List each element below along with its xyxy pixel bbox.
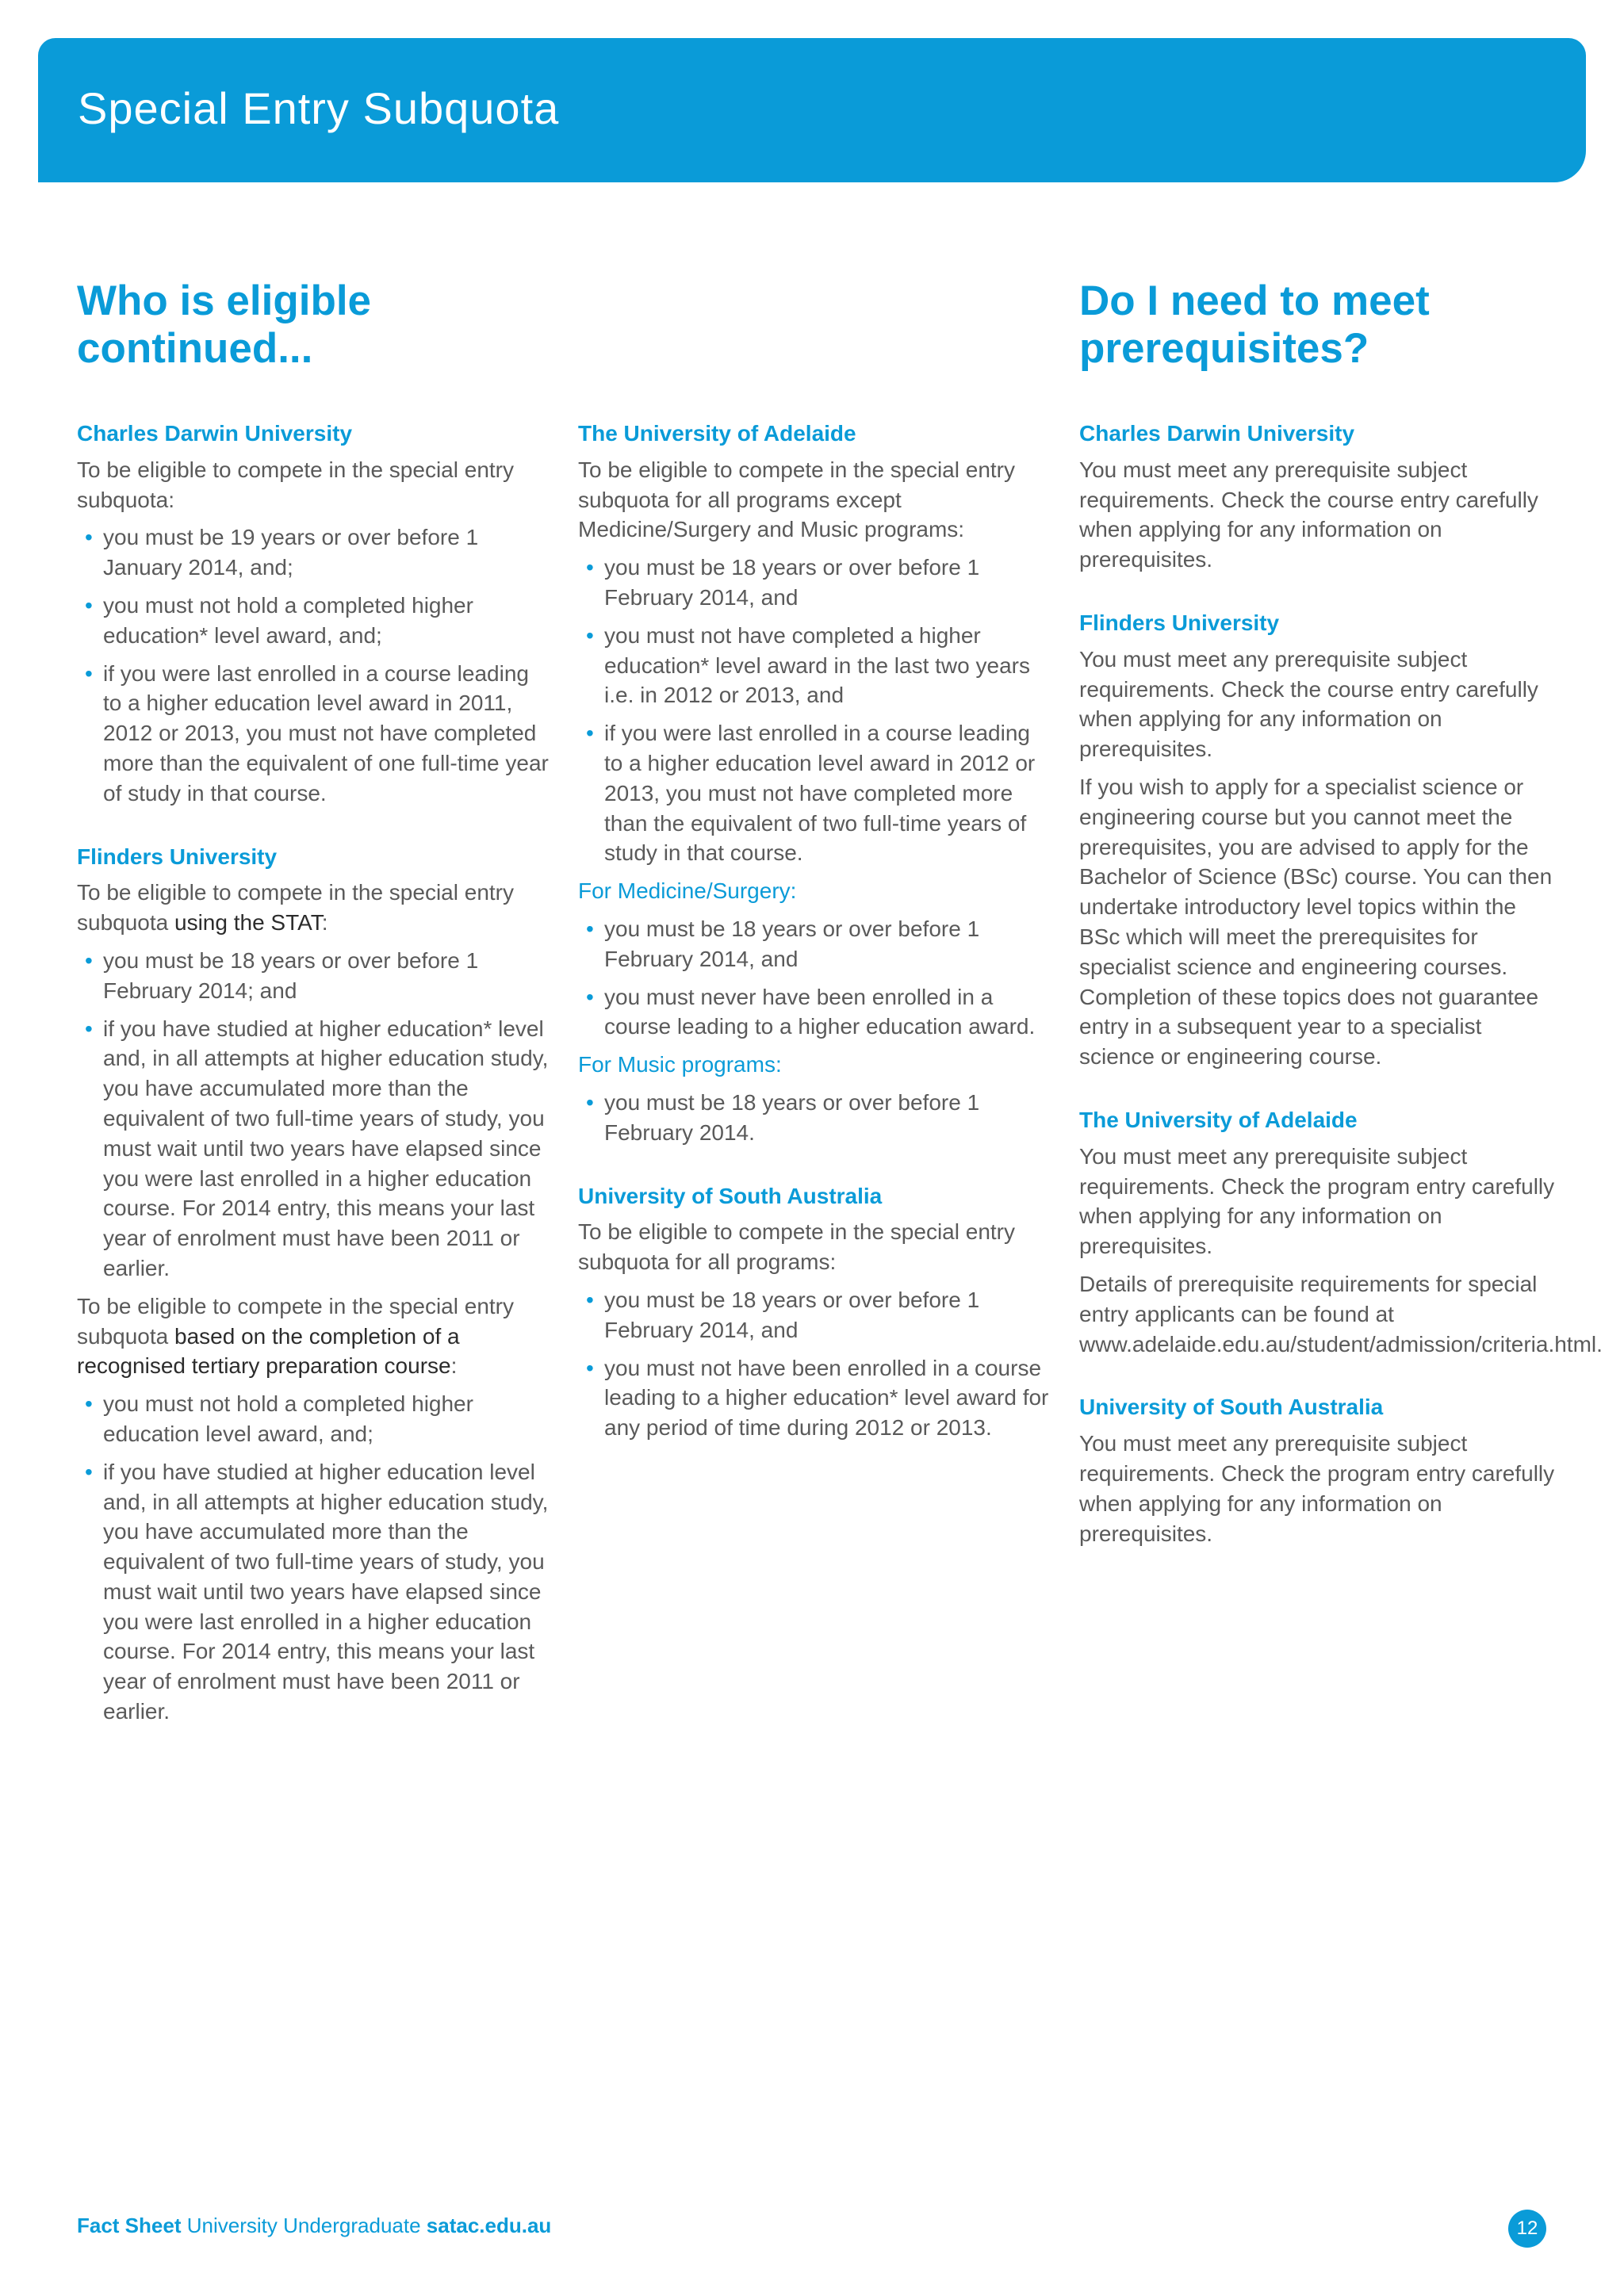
medicine-list — [578, 914, 1054, 1042]
list-item: • you must be 18 years or over before 1 February 2014, and — [604, 914, 1054, 974]
flinders-tpc-intro — [77, 1292, 553, 1381]
flinders-stat-intro-end: : — [321, 910, 328, 936]
flinders-prereq-advice: If you wish to apply for a specialist science or engineering course but you cannot meet the prerequisites, you are advised to apply for the Bachelor of Science (BSc) course. You can then undertake introductory level topics within the BSc which will meet the prerequisites for specialist science and engineering courses. Completion of these topics does not guarantee entry in a subsequent year to a specialist science or engineering course. — [1079, 774, 1553, 1070]
flinders-prereq-text: You must meet any prerequisite subject requirements. Check the course entry carefully when applying for any information on prerequisites. — [1079, 646, 1538, 762]
list-item: • you must not have been enrolled in a course leading to a higher education* level award for any period of time during 2012 or 2013. — [604, 1353, 1054, 1443]
column-1 — [77, 419, 553, 1735]
adelaide-eligibility-intro: To be eligible to compete in the special entry subquota for all programs except Medicine/Surgery and Music programs: — [578, 457, 1015, 542]
list-item: • you must not hold a completed higher education* level award, and; — [103, 591, 553, 651]
list-item: • if you were last enrolled in a course leading to a higher education level award in 2012 or 2013, you must not have completed more than the equivalent of two full-time years of study in that course. — [604, 718, 1054, 868]
footer — [77, 2214, 551, 2238]
cdu-eligibility-heading: Charles Darwin University — [77, 421, 353, 446]
unisa-prereq-text: You must meet any prerequisite subject requirements. Check the program entry carefully when applying for any information on prerequisites. — [1079, 1431, 1555, 1546]
flinders-tpc-list — [77, 1389, 553, 1727]
flinders-tpc-intro-end: : — [450, 1353, 458, 1379]
list-item: • you must not hold a completed higher education level award, and; — [103, 1389, 553, 1449]
column-2 — [578, 419, 1054, 1451]
music-list — [578, 1088, 1054, 1148]
adelaide-eligibility-heading: The University of Adelaide — [578, 421, 856, 446]
adelaide-prereq-text: You must meet any prerequisite subject requirements. Check the program entry carefully when applying for any information on prerequisites. — [1079, 1143, 1555, 1259]
list-item: • you must be 18 years or over before 1 February 2014, and — [604, 553, 1054, 613]
list-item: • you must be 18 years or over before 1 February 2014; and — [103, 946, 553, 1006]
footer-subtitle: University Undergraduate — [186, 2214, 421, 2237]
eligible-section-title — [77, 277, 371, 373]
unisa-eligibility-list — [578, 1285, 1054, 1443]
flinders-stat-intro — [77, 878, 553, 938]
flinders-stat-intro-text: To be eligible to compete in the special entry subquota — [77, 880, 514, 936]
flinders-prereq-heading: Flinders University — [1079, 610, 1280, 635]
adelaide-eligibility-list — [578, 553, 1054, 868]
flinders-stat-emphasis: using the STAT — [174, 910, 322, 936]
prereq-section-title — [1079, 277, 1430, 373]
cdu-prereq-heading: Charles Darwin University — [1079, 421, 1355, 446]
header-banner — [38, 38, 1586, 182]
unisa-eligibility-intro: To be eligible to compete in the special entry subquota for all programs: — [578, 1219, 1015, 1275]
page-title: Special Entry Subquota — [78, 83, 560, 133]
eligible-title-line-2: continued... — [77, 325, 313, 372]
list-item: • you must be 19 years or over before 1 January 2014, and; — [103, 522, 553, 583]
list-item: • you must be 18 years or over before 1 February 2014. — [604, 1088, 1054, 1148]
cdu-prereq-text: You must meet any prerequisite subject requirements. Check the course entry carefully when applying for any information on prerequisites. — [1079, 457, 1538, 572]
music-subheading: For Music programs: — [578, 1052, 782, 1077]
eligible-title-line-1: Who is eligible — [77, 277, 372, 324]
flinders-tpc-intro-text: To be eligible to compete in the special entry subquota — [77, 1293, 514, 1349]
list-item: • you must be 18 years or over before 1 February 2014, and — [604, 1285, 1054, 1345]
prereq-title-line-2: prerequisites? — [1079, 325, 1369, 372]
flinders-stat-list — [77, 946, 553, 1284]
cdu-eligibility-intro: To be eligible to compete in the special entry subquota: — [77, 457, 514, 512]
cdu-eligibility-list — [77, 522, 553, 808]
footer-label: Fact Sheet — [77, 2214, 182, 2237]
list-item: • if you have studied at higher education level and, in all attempts at higher education study, you have accumulated more than the equivalent of two full-time years of study, you must wait until two years have elapsed since you were last enrolled in a higher education course. For 2014 entry, this means your last year of enrolment must have been 2011 or earlier. — [103, 1457, 553, 1727]
list-item: • you must never have been enrolled in a course leading to a higher education award. — [604, 982, 1054, 1043]
medicine-subheading: For Medicine/Surgery: — [578, 878, 797, 904]
prereq-title-line-1: Do I need to meet — [1079, 277, 1430, 324]
adelaide-prereq-heading: The University of Adelaide — [1079, 1107, 1358, 1132]
footer-site-link[interactable]: satac.edu.au — [426, 2214, 552, 2237]
unisa-prereq-heading: University of South Australia — [1079, 1395, 1384, 1420]
flinders-eligibility-heading: Flinders University — [77, 844, 278, 869]
column-3 — [1079, 419, 1603, 1556]
page-number-badge: 12 — [1508, 2210, 1546, 2248]
adelaide-prereq-details: Details of prerequisite requirements for special entry applicants can be found at www.adelaide.edu.au/student/admission/criteria.html. — [1079, 1271, 1603, 1357]
list-item: • if you were last enrolled in a course leading to a higher education level award in 2011, 2012 or 2013, you must not have completed more than the equivalent of one full-time year of study in that course. — [103, 659, 553, 809]
flinders-tpc-emphasis: based on the completion of a recognised tertiary preparation course — [77, 1323, 460, 1379]
list-item: • if you have studied at higher education* level and, in all attempts at higher education study, you have accumulated more than the equivalent of two full-time years of study, you must wait until two years have elapsed since you were last enrolled in a higher education course. For 2014 entry, this means your last year of enrolment must have been 2011 or earlier. — [103, 1014, 553, 1284]
list-item: • you must not have completed a higher education* level award in the last two years i.e. in 2012 or 2013, and — [604, 621, 1054, 710]
unisa-eligibility-heading: University of South Australia — [578, 1183, 883, 1208]
